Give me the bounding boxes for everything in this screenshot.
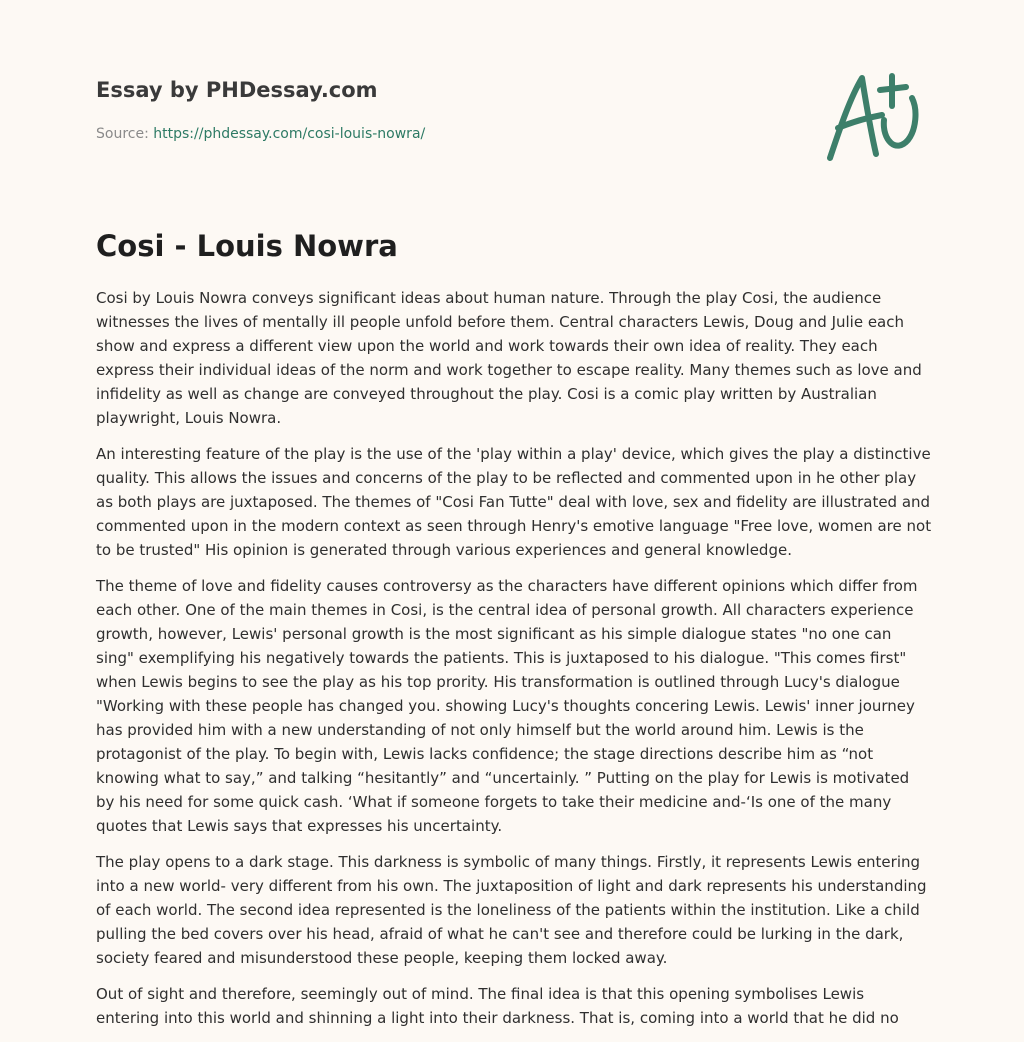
essay-body: [96, 286, 932, 1042]
source-line: [96, 124, 796, 144]
essay-title: Cosi - Louis Nowra: [96, 229, 398, 263]
essay-paragraph: Out of sight and therefore, seemingly out of mind. The final idea is that this opening symbolises Lewis entering into this world and shinning a light into their darkness. That is, coming into a world that he did no: [96, 985, 899, 1027]
essay-paragraph: The theme of love and fidelity causes controversy as the characters have different opinions which differ from each other. One of the main themes in Cosi, is the central idea of personal growth. All characters experience growth, however, Lewis' personal growth is the most significant as his simple dialogue states "no one can sing" exemplifying his negatively towards the patients. This is juxtaposed to his dialogue. "This comes first" when Lewis begins to see the play as his top prority. His transformation is outlined through Lucy's dialogue "Working with these people has changed you. showing Lucy's thoughts concering Lewis. Lewis' inner journey has provided him with a new understanding of not only himself but the world around him. Lewis is the protagonist of the play. To begin with, Lewis lacks confidence; the stage directions describe him as “not knowing what to say,” and talking “hesitantly” and “uncertainly. ” Putting on the play for Lewis is motivated by his need for some quick cash. ‘What if someone forgets to take their medicine and-‘Is one of the many quotes that Lewis says that expresses his uncertainty.: [96, 577, 918, 835]
essay-paragraph: The play opens to a dark stage. This darkness is symbolic of many things. Firstly, it represents Lewis entering into a new world- very different from his own. The juxtaposition of light and dark represents his understanding of each world. The second idea represented is the loneliness of the patients within the institution. Like a child pulling the bed covers over his head, afraid of what he can't see and therefore could be lurking in the dark, society feared and misunderstood these people, keeping them locked away.: [96, 853, 927, 967]
essay-paragraph: Cosi by Louis Nowra conveys significant ideas about human nature. Through the play Cosi, the audience witnesses the lives of mentally ill people unfold before them. Central characters Lewis, Doug and Julie each show and express a different view upon the world and work towards their own idea of reality. They each express their individual ideas of the norm and work together to escape reality. Many themes such as love and infidelity as well as change are conveyed throughout the play. Cosi is a comic play written by Australian playwright, Louis Nowra.: [96, 289, 922, 427]
a-plus-grade-icon: [820, 68, 930, 168]
page-header: [96, 76, 796, 144]
essay-paragraph: An interesting feature of the play is the use of the 'play within a play' device, which gives the play a distinctive quality. This allows the issues and concerns of the play to be reflected and commented upon in he other play as both plays are juxtaposed. The themes of "Cosi Fan Tutte" deal with love, sex and fidelity are illustrated and commented upon in the modern context as seen through Henry's emotive language "Free love, women are not to be trusted" His opinion is generated through various experiences and general knowledge.: [96, 445, 932, 559]
source-link[interactable]: https://phdessay.com/cosi-louis-nowra/: [153, 126, 426, 142]
site-title: Essay by PHDessay.com: [96, 78, 378, 102]
source-label: Source:: [96, 126, 149, 142]
